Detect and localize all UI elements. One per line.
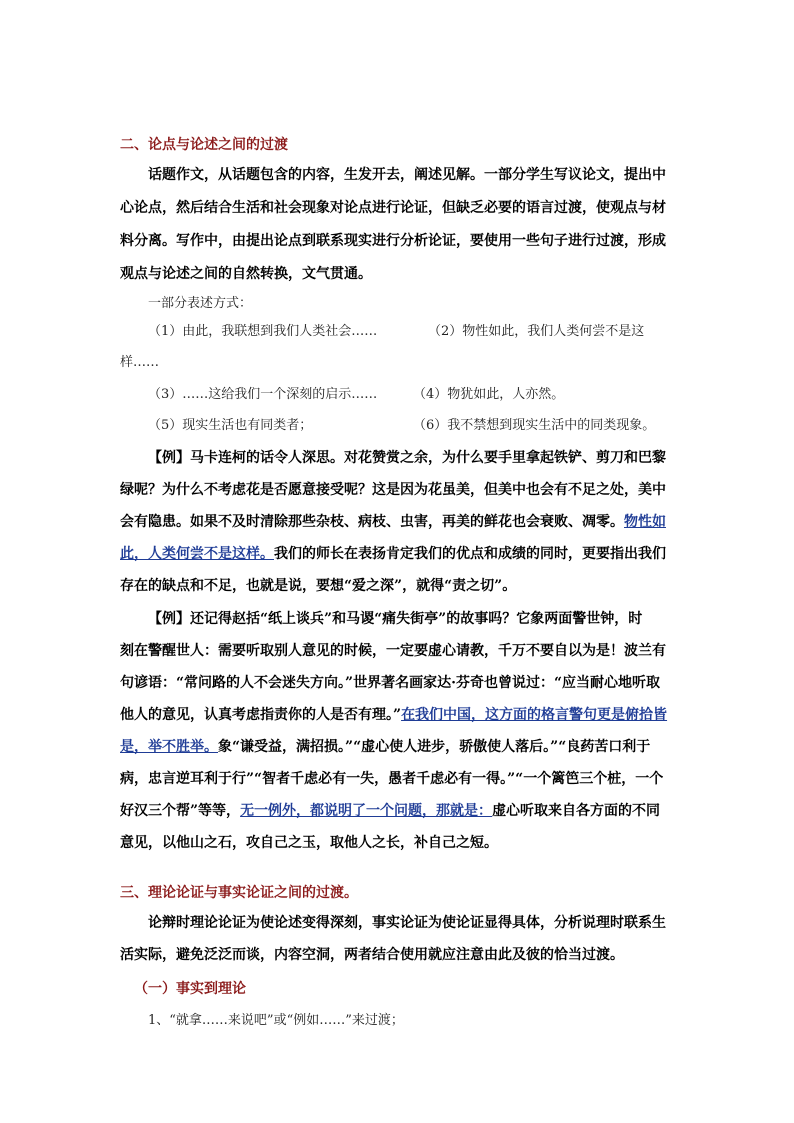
paragraph-line: 话题作文，从话题包含的内容，生发开去，阐述见解。一部分学生写议论文，提出中 xyxy=(148,167,666,183)
paragraph-line: 论辩时理论论证为使论述变得深刻，事实论证为使论证显得具体，分析说理时联系生 xyxy=(148,915,666,931)
emphasis-phrase: 是，举不胜举。 xyxy=(120,739,218,755)
way-3: （3）……这给我们一个深刻的启示…… xyxy=(148,387,378,402)
paragraph-line: 活实际，避免泛泛而谈，内容空洞，两者结合使用就应注意由此及彼的恰当过渡。 xyxy=(120,947,624,963)
way-5: （5）现实生活也有同类者； xyxy=(148,418,313,433)
subheading-fact-to-theory: （一）事实到理论 xyxy=(134,981,246,997)
example-2-line: 【例】还记得赵括“纸上谈兵”和马谡“痛失街亭”的故事吗？它象两面警世钟，时 xyxy=(148,611,643,627)
section-heading-3: 三、理论论证与事实论证之间的过渡。 xyxy=(120,885,358,901)
paragraph-line: 料分离。写作中，由提出论点到联系现实进行分析论证，要使用一些句子进行过渡，形成 xyxy=(120,233,666,249)
way-4: （4）物犹如此，人亦然。 xyxy=(413,387,565,402)
way-2-cont: 样…… xyxy=(120,355,160,370)
ways-intro: 一部分表述方式： xyxy=(148,296,253,311)
section-heading-2: 二、论点与论述之间的过渡 xyxy=(120,137,288,153)
example-2-line: 病，忠言逆耳利于行”“智者千虑必有一失，愚者千虑必有一得。”“一个篱笆三个桩，一个 xyxy=(120,771,664,787)
way-6: （6）我不禁想到现实生活中的同类现象。 xyxy=(413,418,656,433)
way-1: （1）由此，我联想到我们人类社会…… xyxy=(148,324,378,339)
example-2-line: 是，举不胜举。象“谦受益，满招损。”“虚心使人进步，骄傲使人落后。”“良药苦口利于 xyxy=(120,739,651,755)
example-2-line: 句谚语：“常问路的人不会迷失方向。”世界著名画家达·芬奇也曾说过：“应当耐心地听取 xyxy=(120,675,661,691)
example-1-line: 会有隐患。如果不及时清除那些杂枝、病枝、虫害，再美的鲜花也会衰败、凋零。物性如 xyxy=(120,514,666,530)
example-1-line: 绿呢？为什么不考虑花是否愿意接受呢？这是因为花虽美，但美中也会有不足之处，美中 xyxy=(120,482,666,498)
way-2: （2）物性如此，我们人类何尝不是这 xyxy=(428,324,645,339)
example-2-line: 意见，以他山之石，攻自己之玉，取他人之长，补自己之短。 xyxy=(120,835,498,851)
example-2-line: 刻在警醒世人：需要听取别人意见的时候，一定要虚心请教，千万不要自以为是！波兰有 xyxy=(120,643,666,659)
paragraph-line: 观点与论述之间的自然转换，文气贯通。 xyxy=(120,266,372,282)
paragraph-line: 心论点，然后结合生活和社会现象对论点进行论证，但缺乏必要的语言过渡，使观点与材 xyxy=(120,200,666,216)
example-1-line: 存在的缺点和不足，也就是说，要想“爱之深”，就得“责之切”。 xyxy=(120,578,517,594)
example-1-line: 此，人类何尝不是这样。我们的师长在表扬肯定我们的优点和成绩的同时，更要指出我们 xyxy=(120,546,666,562)
example-2-line: 好汉三个帮”等等，无一例外，都说明了一个问题，那就是：虚心听取来自各方面的不同 xyxy=(120,803,661,819)
emphasis-phrase: 在我们中国，这方面的格言警句更是俯拾皆 xyxy=(401,707,668,723)
example-2-line: 他人的意见，认真考虑指责你的人是否有理。”在我们中国，这方面的格言警句更是俯拾皆 xyxy=(120,707,668,723)
emphasis-phrase: 物性如 xyxy=(624,514,666,530)
example-1-line: 【例】马卡连柯的话令人深思。对花赞赏之余，为什么要手里拿起铁铲、剪刀和巴黎 xyxy=(148,450,666,466)
list-item: 1、“就拿……来说吧”或“例如……”来过渡； xyxy=(148,1013,404,1028)
emphasis-phrase: 此，人类何尝不是这样。 xyxy=(120,546,274,562)
emphasis-phrase: 无一例外，都说明了一个问题，那就是： xyxy=(240,803,493,819)
